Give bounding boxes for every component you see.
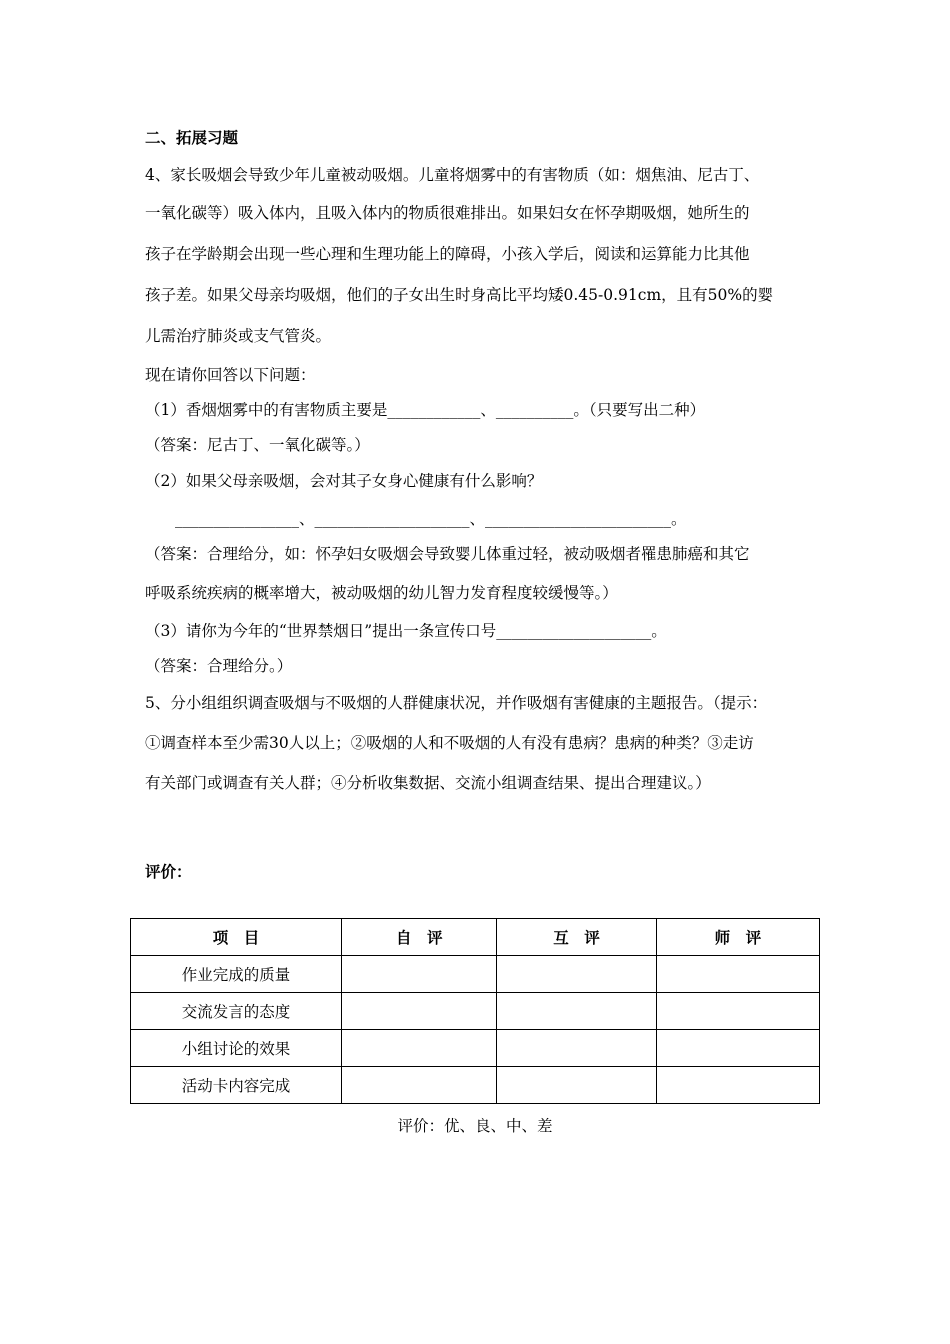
- table-row: [131, 1067, 820, 1104]
- peer-cell[interactable]: [497, 956, 656, 993]
- header-teacher: 师 评: [656, 919, 819, 956]
- q4-line-5: 儿需治疗肺炎或支气管炎。: [145, 327, 332, 345]
- header-peer: 互 评: [497, 919, 656, 956]
- q4-line-3: 孩子在学龄期会出现一些心理和生理功能上的障碍，小孩入学后，阅读和运算能力比其他: [145, 245, 750, 263]
- teacher-cell[interactable]: [656, 993, 819, 1030]
- evaluation-title: 评价：: [145, 863, 192, 881]
- table-row: [131, 1030, 820, 1067]
- peer-cell[interactable]: [497, 1067, 656, 1104]
- section-title: 二、拓展习题: [145, 129, 239, 147]
- q4-line-1: 4、家长吸烟会导致少年儿童被动吸烟。儿童将烟雾中的有害物质（如：烟焦油、尼古丁、: [145, 166, 760, 184]
- q4-line-2: 一氧化碳等）吸入体内，且吸入体内的物质很难排出。如果妇女在怀孕期吸烟，她所生的: [145, 204, 750, 222]
- q4-answer-1: （答案：尼古丁、一氧化碳等。）: [145, 436, 370, 454]
- q4-subquestion-2: （2）如果父母亲吸烟，会对其子女身心健康有什么影响？: [145, 472, 543, 490]
- peer-cell[interactable]: [497, 1030, 656, 1067]
- table-row: [131, 956, 820, 993]
- row-label: 小组讨论的效果: [131, 1030, 342, 1067]
- q4-subquestion-1: （1）香烟烟雾中的有害物质主要是____________、__________。（只要写出二种）: [145, 401, 706, 419]
- q5-line-2: ①调查样本至少需30人以上；②吸烟的人和不吸烟的人有没有患病？患病的种类？③走访: [145, 734, 754, 752]
- q5-line-3: 有关部门或调查有关人群；④分析收集数据、交流小组调查结果、提出合理建议。）: [145, 774, 711, 792]
- evaluation-table: [130, 918, 820, 1104]
- q4-answer-2-line-2: 呼吸系统疾病的概率增大，被动吸烟的幼儿智力发育程度较缓慢等。）: [145, 584, 618, 602]
- q5-line-1: 5、分小组组织调查吸烟与不吸烟的人群健康状况，并作吸烟有害健康的主题报告。（提示：: [145, 694, 768, 712]
- self-cell[interactable]: [342, 1030, 497, 1067]
- evaluation-header-row: [131, 919, 820, 956]
- row-label: 交流发言的态度: [131, 993, 342, 1030]
- evaluation-scale-note: 评价：优、良、中、差: [397, 1117, 553, 1135]
- q4-subquestion-2-blanks: ________________、____________________、________________________。: [175, 510, 687, 528]
- row-label: 活动卡内容完成: [131, 1067, 342, 1104]
- q4-line-4: 孩子差。如果父母亲均吸烟，他们的子女出生时身高比平均矮0.45-0.91cm，且有50%的婴: [145, 286, 774, 304]
- table-row: [131, 993, 820, 1030]
- q4-answer-2-line-1: （答案：合理给分，如：怀孕妇女吸烟会导致婴儿体重过轻，被动吸烟者罹患肺癌和其它: [145, 545, 750, 563]
- teacher-cell[interactable]: [656, 1067, 819, 1104]
- header-item: 项 目: [131, 919, 342, 956]
- teacher-cell[interactable]: [656, 956, 819, 993]
- self-cell[interactable]: [342, 956, 497, 993]
- header-self: 自 评: [342, 919, 497, 956]
- q4-answer-3: （答案：合理给分。）: [145, 657, 293, 675]
- teacher-cell[interactable]: [656, 1030, 819, 1067]
- self-cell[interactable]: [342, 993, 497, 1030]
- q4-prompt: 现在请你回答以下问题：: [145, 366, 316, 384]
- peer-cell[interactable]: [497, 993, 656, 1030]
- q4-subquestion-3: （3）请你为今年的“世界禁烟日”提出一条宣传口号____________________。: [145, 622, 667, 640]
- self-cell[interactable]: [342, 1067, 497, 1104]
- row-label: 作业完成的质量: [131, 956, 342, 993]
